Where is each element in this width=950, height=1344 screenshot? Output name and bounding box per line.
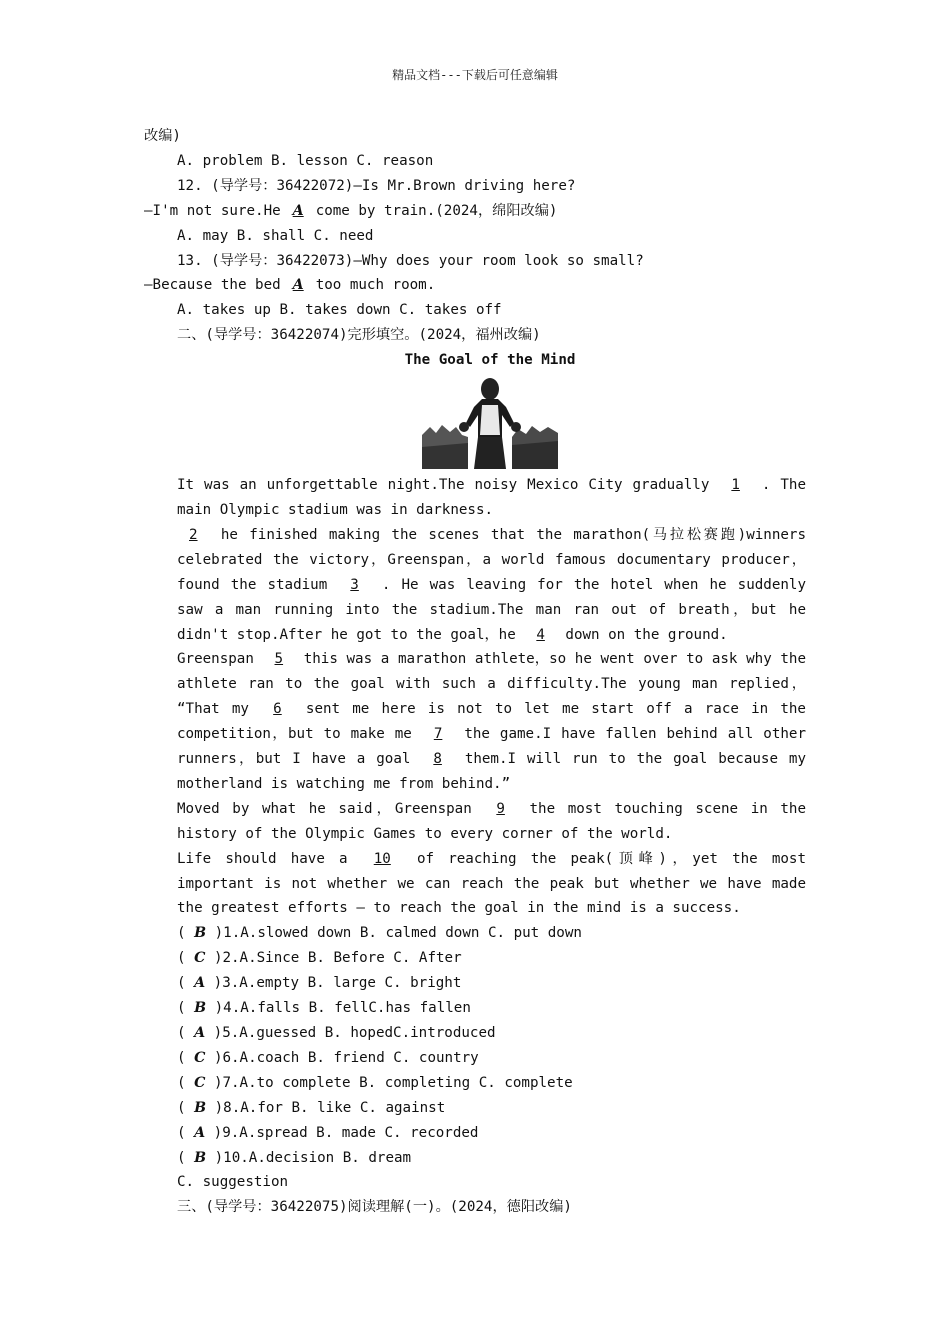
answer-row: ( A )5.A.guessed B. hopedC.introduced	[177, 1025, 496, 1041]
answer-row-tail: C. suggestion	[177, 1174, 289, 1191]
answer-row: ( A )9.A.spread B. made C. recorded	[177, 1124, 479, 1141]
answer-row: ( B )4.A.falls B. fellC.has fallen	[177, 1000, 471, 1017]
answer-letter: B	[194, 1149, 207, 1166]
answer-options: )9.A.spread B. made C. recorded	[213, 1124, 479, 1141]
blank-number: 10	[373, 850, 391, 867]
answer-letter: A	[194, 1124, 206, 1141]
paragraph-2	[144, 523, 806, 648]
text-span: —I'm not sure.He	[144, 202, 281, 219]
blank-number: 2	[189, 526, 198, 543]
question-12-answer-line	[144, 199, 806, 224]
text-line: 改编)	[144, 128, 181, 144]
question-12: 12. (导学号：36422072)—Is Mr.Brown driving here?	[177, 177, 576, 194]
text-span: this was a marathon athlete，so he went over to ask why the athlete ran to the goal with such a difficulty.The young man replied， “That my	[177, 651, 806, 718]
paragraph-1	[144, 473, 806, 523]
answer-options: )5.A.guessed B. hopedC.introduced	[213, 1025, 496, 1041]
answer-row: ( B )8.A.for B. like C. against	[177, 1099, 446, 1116]
text-span: Moved by what he said，Greenspan	[177, 800, 472, 817]
answer-options: )1.A.slowed down B. calmed down C. put down	[214, 925, 582, 942]
text-line: A. problem B. lesson C. reason	[177, 152, 434, 169]
text-span: of reaching the peak(顶峰)，yet the most important is not whether we can reach the peak but whether we have made the greatest efforts — to reach the goal in the mind is a success.	[177, 850, 807, 917]
passage-title: The Goal of the Mind	[404, 352, 576, 369]
text-span: —Because the bed	[144, 277, 281, 294]
answer-letter: C	[194, 1074, 206, 1091]
answer-options: )10.A.decision B. dream	[214, 1149, 412, 1166]
answer-letter: B	[194, 1000, 207, 1017]
text-span: down on the ground.	[565, 626, 728, 643]
paragraph-5	[144, 847, 806, 922]
answer-letter: B	[194, 925, 207, 942]
blank-number: 5	[274, 651, 284, 668]
answer-options: )8.A.for B. like C. against	[214, 1099, 446, 1116]
blank-number: 8	[433, 751, 442, 768]
text-span: the game.I have fallen behind all other runners，but I have a goal	[177, 726, 806, 768]
answer-row: ( C )7.A.to complete B. completing C. complete	[177, 1074, 573, 1091]
answer-options: )3.A.empty B. large C. bright	[213, 975, 462, 992]
blank-number: 6	[273, 701, 282, 718]
answer-list	[144, 921, 806, 1195]
answer-letter: C	[194, 950, 206, 967]
text-span: he finished making the scenes that the marathon(马拉松赛跑)winners celebrated the victory，Greenspan，a world famous documentary producer，found the stadium	[177, 526, 806, 593]
text-span: It was an unforgettable night.The noisy Mexico City gradually	[177, 477, 710, 494]
document-body	[144, 124, 806, 1220]
text-span: the most touching scene in the history of the Olympic Games to every corner of the world.	[177, 800, 806, 842]
answer-blank: A	[292, 202, 304, 219]
text-span: too much room.	[315, 277, 436, 294]
blank-number: 9	[496, 800, 505, 817]
blank-number: 3	[350, 576, 359, 593]
question-13: 13. (导学号：36422073)—Why does your room look so small?	[177, 252, 644, 269]
paragraph-4	[144, 797, 806, 847]
answer-letter: B	[194, 1099, 207, 1116]
blank-number: 1	[731, 477, 740, 494]
question-13-answer-line	[144, 273, 806, 298]
text-span: . He was leaving for the hotel when he suddenly saw a man running into the stadium.The man ran out of breath，but he didn't stop.After he got to the goal，he	[177, 576, 806, 643]
runner-image	[144, 373, 806, 475]
answer-blank: A	[292, 277, 304, 294]
text-span: sent me here is not to let me start off a race in the competition，but to make me	[177, 701, 806, 743]
text-span: Life should have a	[177, 850, 348, 867]
section-heading-3: 三、(导学号：36422075)阅读理解(一)。(2024，德阳改编)	[177, 1199, 572, 1216]
answer-options: )2.A.Since B. Before C. After	[213, 950, 462, 967]
text-span: come by train.(2024，绵阳改编)	[315, 202, 558, 219]
answer-row: ( C )2.A.Since B. Before C. After	[177, 950, 462, 967]
question-13-options: A. takes up B. takes down C. takes off	[177, 302, 502, 319]
answer-options: )7.A.to complete B. completing C. complete	[213, 1074, 573, 1091]
page-header: 精品文档---下载后可任意编辑	[392, 68, 558, 82]
answer-letter: A	[194, 975, 206, 992]
answer-row: ( B )10.A.decision B. dream	[177, 1149, 412, 1166]
answer-options: )4.A.falls B. fellC.has fallen	[214, 1000, 471, 1017]
text-span: Greenspan	[177, 651, 254, 668]
runner-photo	[422, 377, 558, 469]
answer-letter: A	[194, 1025, 206, 1041]
answer-row: ( C )6.A.coach B. friend C. country	[177, 1049, 479, 1066]
answer-row: ( A )3.A.empty B. large C. bright	[177, 975, 462, 992]
text-span: them.I will run to the goal because my motherland is watching me from behind.”	[177, 751, 806, 792]
answer-letter: C	[194, 1049, 206, 1066]
section-heading-2: 二、(导学号：36422074)完形填空。(2024，福州改编)	[177, 327, 541, 344]
answer-options: )6.A.coach B. friend C. country	[213, 1049, 479, 1066]
text-span: . The main Olympic stadium was in darkness.	[177, 477, 807, 518]
answer-row: ( B )1.A.slowed down B. calmed down C. put down	[177, 925, 582, 942]
blank-number: 7	[433, 726, 443, 743]
blank-number: 4	[536, 626, 545, 643]
paragraph-3	[144, 647, 806, 796]
question-12-options: A. may B. shall C. need	[177, 227, 374, 244]
